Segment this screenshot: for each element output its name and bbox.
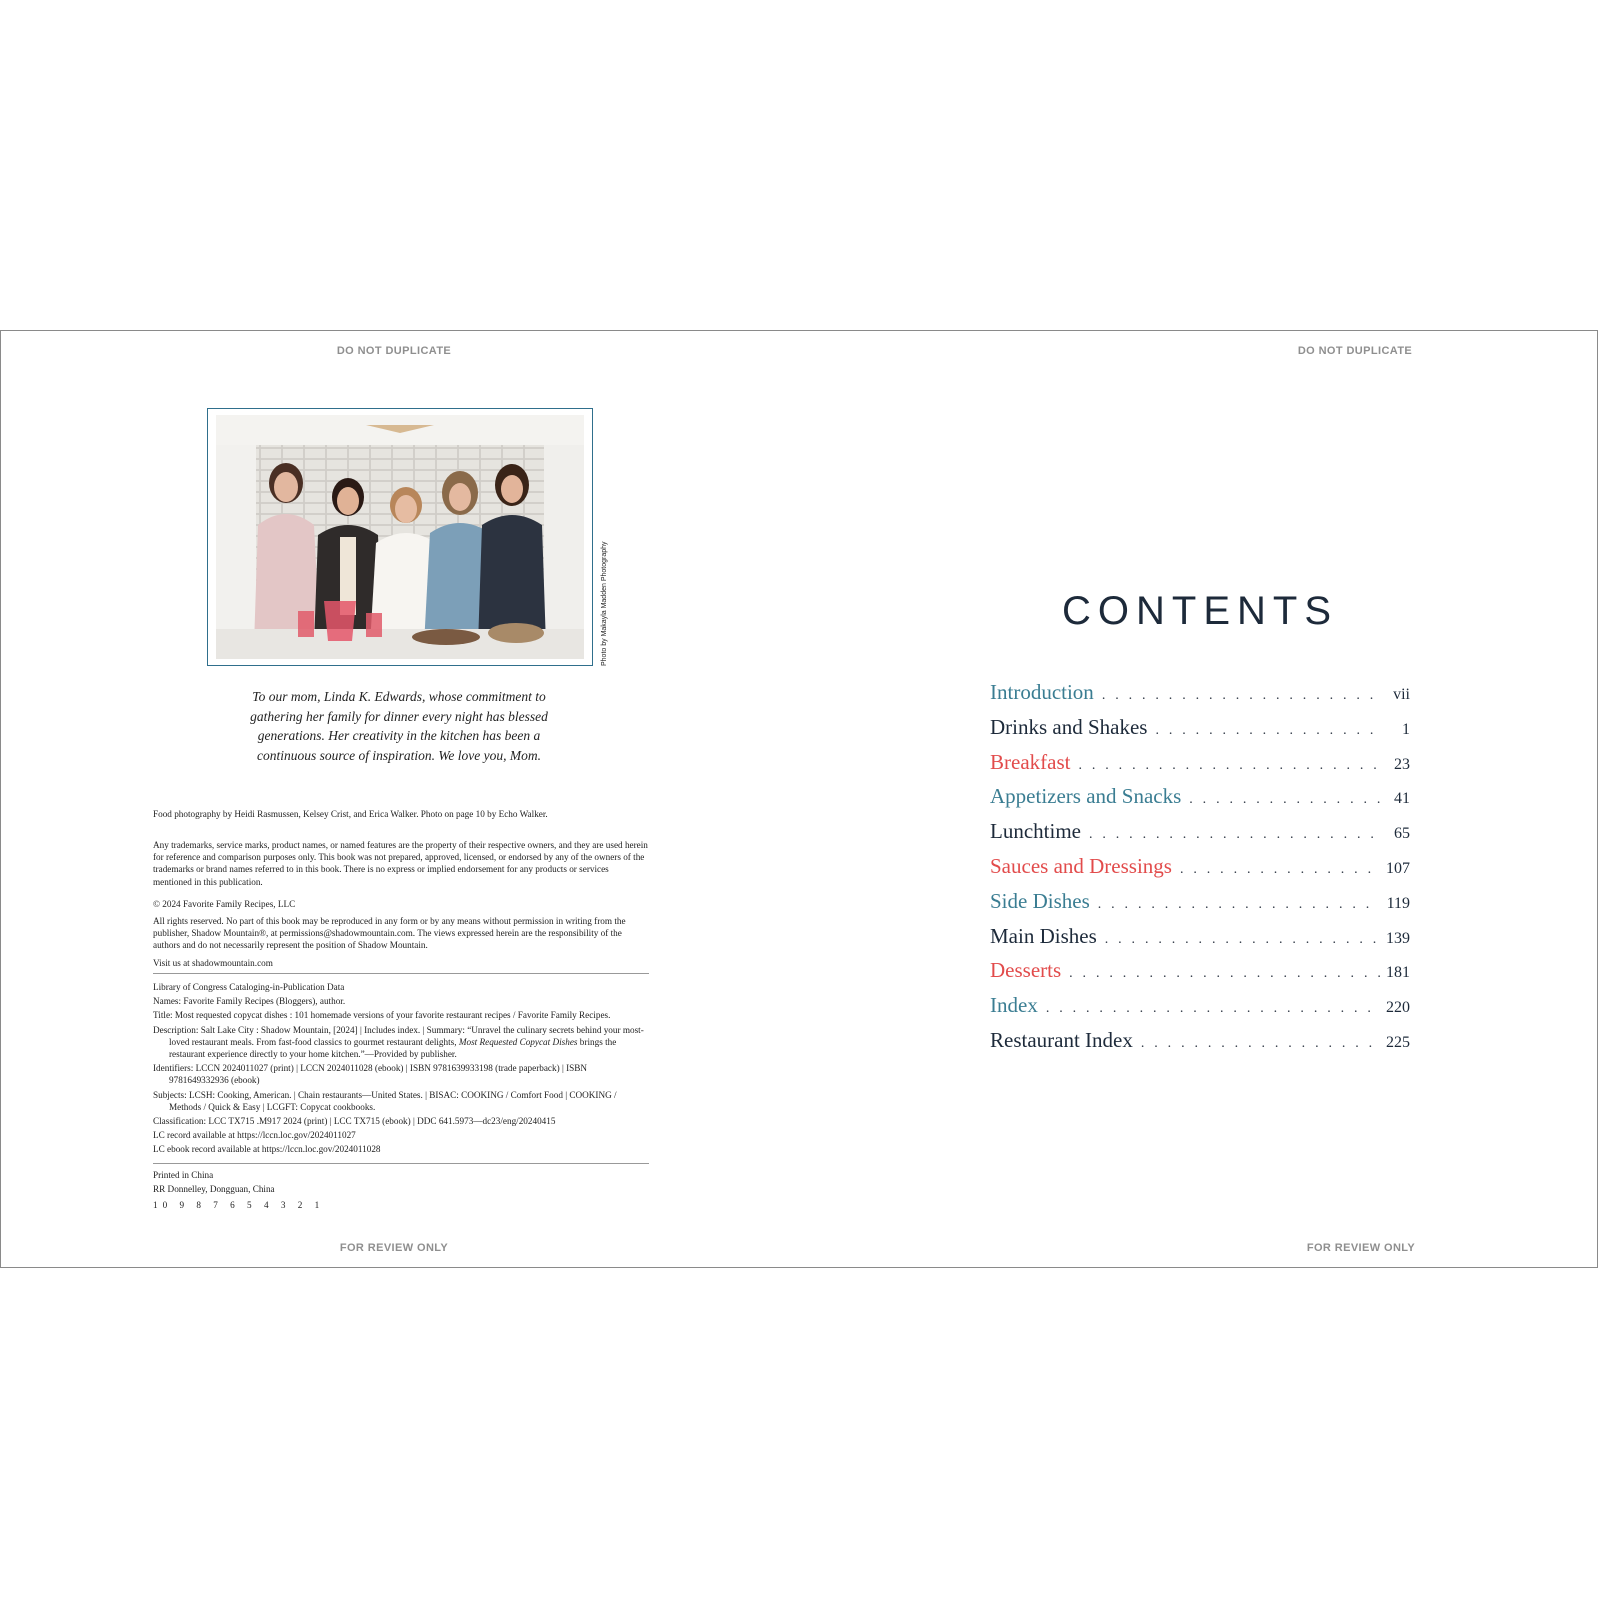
watermark-bottom: FOR REVIEW ONLY xyxy=(339,1242,449,1254)
toc-leader-dots xyxy=(1098,897,1380,913)
toc-entry-label: Introduction xyxy=(990,680,1094,704)
cip-data xyxy=(153,981,649,1158)
toc-entry-label: Desserts xyxy=(990,958,1062,983)
copyright-line: © 2024 Favorite Family Recipes, LLC xyxy=(153,899,296,909)
cip-lc-ebook-record: LC ebook record available at https://lccn.loc.gov/2024011028 xyxy=(153,1144,381,1155)
divider xyxy=(153,1163,649,1164)
toc-entry-page: 139 xyxy=(1386,929,1410,947)
toc-entry-page: 181 xyxy=(1386,964,1410,982)
toc-leader-dots xyxy=(1089,827,1380,843)
toc-entry-label: Drinks and Shakes xyxy=(990,714,1148,739)
toc-entry xyxy=(990,889,1410,924)
toc-entry-label: Main Dishes xyxy=(990,923,1097,948)
contents-title: CONTENTS xyxy=(1062,589,1338,633)
toc-entry-page: 220 xyxy=(1386,999,1410,1017)
print-line: 10 9 8 7 6 5 4 3 2 1 xyxy=(153,1200,325,1210)
toc-entry xyxy=(990,819,1410,854)
cip-names: Names: Favorite Family Recipes (Bloggers), author. xyxy=(153,996,346,1007)
toc-entry xyxy=(990,750,1410,785)
toc-leader-dots xyxy=(1189,792,1380,808)
dedication: To our mom, Linda K. Edwards, whose commitment to gathering her family for dinner every night has blessed generations. Her creativity in the kitchen has been a continuous source of inspiration. We love you, Mom. xyxy=(250,689,548,763)
cip-identifiers: Identifiers: LCCN 2024011027 (print) | LCCN 2024011028 (ebook) | ISBN 9781639933198 (trade paperback) | ISBN 9781649332936 (ebook) xyxy=(153,1063,588,1086)
cip-description: Description: Salt Lake City : Shadow Mountain, [2024] | Includes index. | Summary: “Unravel the culinary secrets behind your most-loved restaurant meals. From fast-food classics to gourmet restaurant delights, Most Requested Copycat Dishes brings the restaurant experience directly to your home kitchen.”—Provided by publisher. xyxy=(153,1024,644,1060)
toc-entry xyxy=(990,680,1410,715)
rights-notice: All rights reserved. No part of this book may be reproduced in any form or by any means without permission in writing from the publisher, Shadow Mountain®, at permissions@shadowmountain.com. The views expressed herein are the responsibility of the authors and do not necessarily represent the position of Shadow Mountain. xyxy=(153,916,626,951)
toc-leader-dots xyxy=(1141,1036,1380,1052)
toc-entry-label: Sauces and Dressings xyxy=(990,853,1172,878)
cip-heading: Library of Congress Cataloging-in-Publication Data xyxy=(153,982,345,992)
toc-entry-page: 119 xyxy=(1386,894,1410,912)
toc-entry-label: Lunchtime xyxy=(990,819,1081,844)
watermark-top: DO NOT DUPLICATE xyxy=(1297,345,1413,357)
contents-page xyxy=(801,331,1599,1267)
toc-leader-dots xyxy=(1180,862,1380,878)
toc-entry-page: 1 xyxy=(1402,720,1410,738)
toc-entry xyxy=(990,924,1410,959)
table-of-contents xyxy=(990,680,1410,1063)
toc-entry-label: Side Dishes xyxy=(990,888,1090,913)
divider xyxy=(153,973,649,974)
toc-entry-page: 41 xyxy=(1394,790,1410,808)
cip-classification: Classification: LCC TX715 .M917 2024 (print) | LCC TX715 (ebook) | DDC 641.5973—dc23/eng/20240415 xyxy=(153,1116,556,1127)
trademark-notice: Any trademarks, service marks, product names, or named features are the property of their respective owners, and they are used herein for reference and comparison purposes only. This book was not prepared, approved, licensed, or endorsed by any of the owners of the trademarks or brand names referred to in this book. There is no express or implied endorsement for any products or services mentioned in this publication. xyxy=(153,840,648,887)
toc-entry xyxy=(990,715,1410,750)
toc-entry xyxy=(990,854,1410,889)
toc-entry xyxy=(990,958,1410,993)
toc-entry-label: Restaurant Index xyxy=(990,1027,1133,1052)
website-line: Visit us at shadowmountain.com xyxy=(153,958,273,968)
copyright-page: DO NOT DUPLICATE Photo by Makayla Madden Photography To our mom, Linda K. Edwards, whose commitment to gathering her family for dinner every night has blessed generations. Her creativity in the kitchen has been a continuous source of inspiration. We love you, Mom. Food photography by Heidi Rasmussen, Kelsey Crist, and Erica Walker. Photo on page 10 by Echo Walker. Any trademarks, service marks, product names, or named features are the property of their respective owners, and they are used herein for reference and comparison purposes only. This book was not prepared, approved, licensed, or endorsed by any of the owners of the trademarks or brand names referred to in this book. There is no express or implied endorsement for any products or services mentioned in this publication. © 2024 Favorite Family Recipes, LLC All rights reserved. No part of this book may be reproduced in any form or by any means without permission in writing from the publisher, Shadow Mountain®, at permissions@shadowmountain.com. The views expressed herein are the responsibility of the authors and do not necessarily represent the position of Shadow Mountain. Visit us at shadowmountain.com Library of Congress Cataloging-in-Publication Data Names: Favorite Family Recipes (Bloggers), author. Title: Most requested copycat dishes : 101 homemade versions of your favorite restaurant recipes / Favorite Family Recipes. Description: Salt Lake City : Shadow Mountain, [2024] | Includes index. | Summary: “Unravel the culinary secrets behind your most-loved restaurant meals. From fast-food classics to gourmet restaurant delights, Most Requested Copycat Dishes brings the restaurant experience directly to your home kitchen.”—Provided by publisher. Identifiers: LCCN 2024011027 (print) | LCCN 2024011028 (ebook) | ISBN 9781639933198 (trade paperback) | ISBN 9781649332936 (ebook) Subjects: LCSH: Cooking, American. | Chain restaurants—United States. | BISAC: COOKING / Comfort Food | COOKING / Methods / Quick & Easy | LCGFT: Copycat cookbooks. Classification: LCC TX715 .M917 2024 (print) | LCC TX715 (ebook) | DDC 641.5973—dc23/eng/20240415 LC record available at https://lccn.loc.gov/2024011027 LC ebook record available at https://lccn.loc.gov/2024011028 Printed in China RR Donnelley, Dongguan, China 10 9 8 7 6 5 4 3 2 1 FOR REVIEW ONLY xyxy=(153,345,648,1254)
toc-entry-page: 65 xyxy=(1394,825,1410,843)
food-photography-credit: Food photography by Heidi Rasmussen, Kelsey Crist, and Erica Walker. Photo on page 10 by Echo Walker. xyxy=(153,809,548,819)
cip-title: Title: Most requested copycat dishes : 101 homemade versions of your favorite restaurant recipes / Favorite Family Recipes. xyxy=(153,1010,611,1021)
toc-entry xyxy=(990,993,1410,1028)
toc-leader-dots xyxy=(1155,723,1380,739)
printed-in: Printed in China xyxy=(153,1170,214,1180)
toc-entry-page: 107 xyxy=(1386,859,1410,877)
toc-entry-label: Appetizers and Snacks xyxy=(990,784,1182,809)
printing-info xyxy=(153,1169,649,1213)
toc-leader-dots xyxy=(1078,758,1380,774)
toc-leader-dots xyxy=(1069,966,1380,982)
family-photo xyxy=(216,415,584,659)
watermark-top: DO NOT DUPLICATE xyxy=(336,345,452,357)
toc-entry-page: vii xyxy=(1393,686,1410,703)
family-photo-frame xyxy=(207,408,593,666)
toc-leader-dots xyxy=(1102,688,1380,704)
printer: RR Donnelley, Dongguan, China xyxy=(153,1183,275,1194)
watermark-bottom: FOR REVIEW ONLY xyxy=(1306,1242,1416,1254)
toc-entry-label: Breakfast xyxy=(990,749,1071,774)
toc-leader-dots xyxy=(1105,932,1380,948)
toc-leader-dots xyxy=(1046,1001,1380,1017)
toc-entry-page: 23 xyxy=(1394,755,1410,773)
toc-entry xyxy=(990,784,1410,819)
toc-entry xyxy=(990,1028,1410,1063)
book-spread xyxy=(0,330,1598,1268)
toc-entry-label: Index xyxy=(990,993,1038,1018)
cip-subjects: Subjects: LCSH: Cooking, American. | Chain restaurants—United States. | BISAC: COOKING / Comfort Food | COOKING / Methods / Quick & Easy | LCGFT: Copycat cookbooks. xyxy=(153,1089,617,1112)
toc-entry-page: 225 xyxy=(1386,1033,1410,1051)
cip-lc-record: LC record available at https://lccn.loc.gov/2024011027 xyxy=(153,1130,356,1141)
